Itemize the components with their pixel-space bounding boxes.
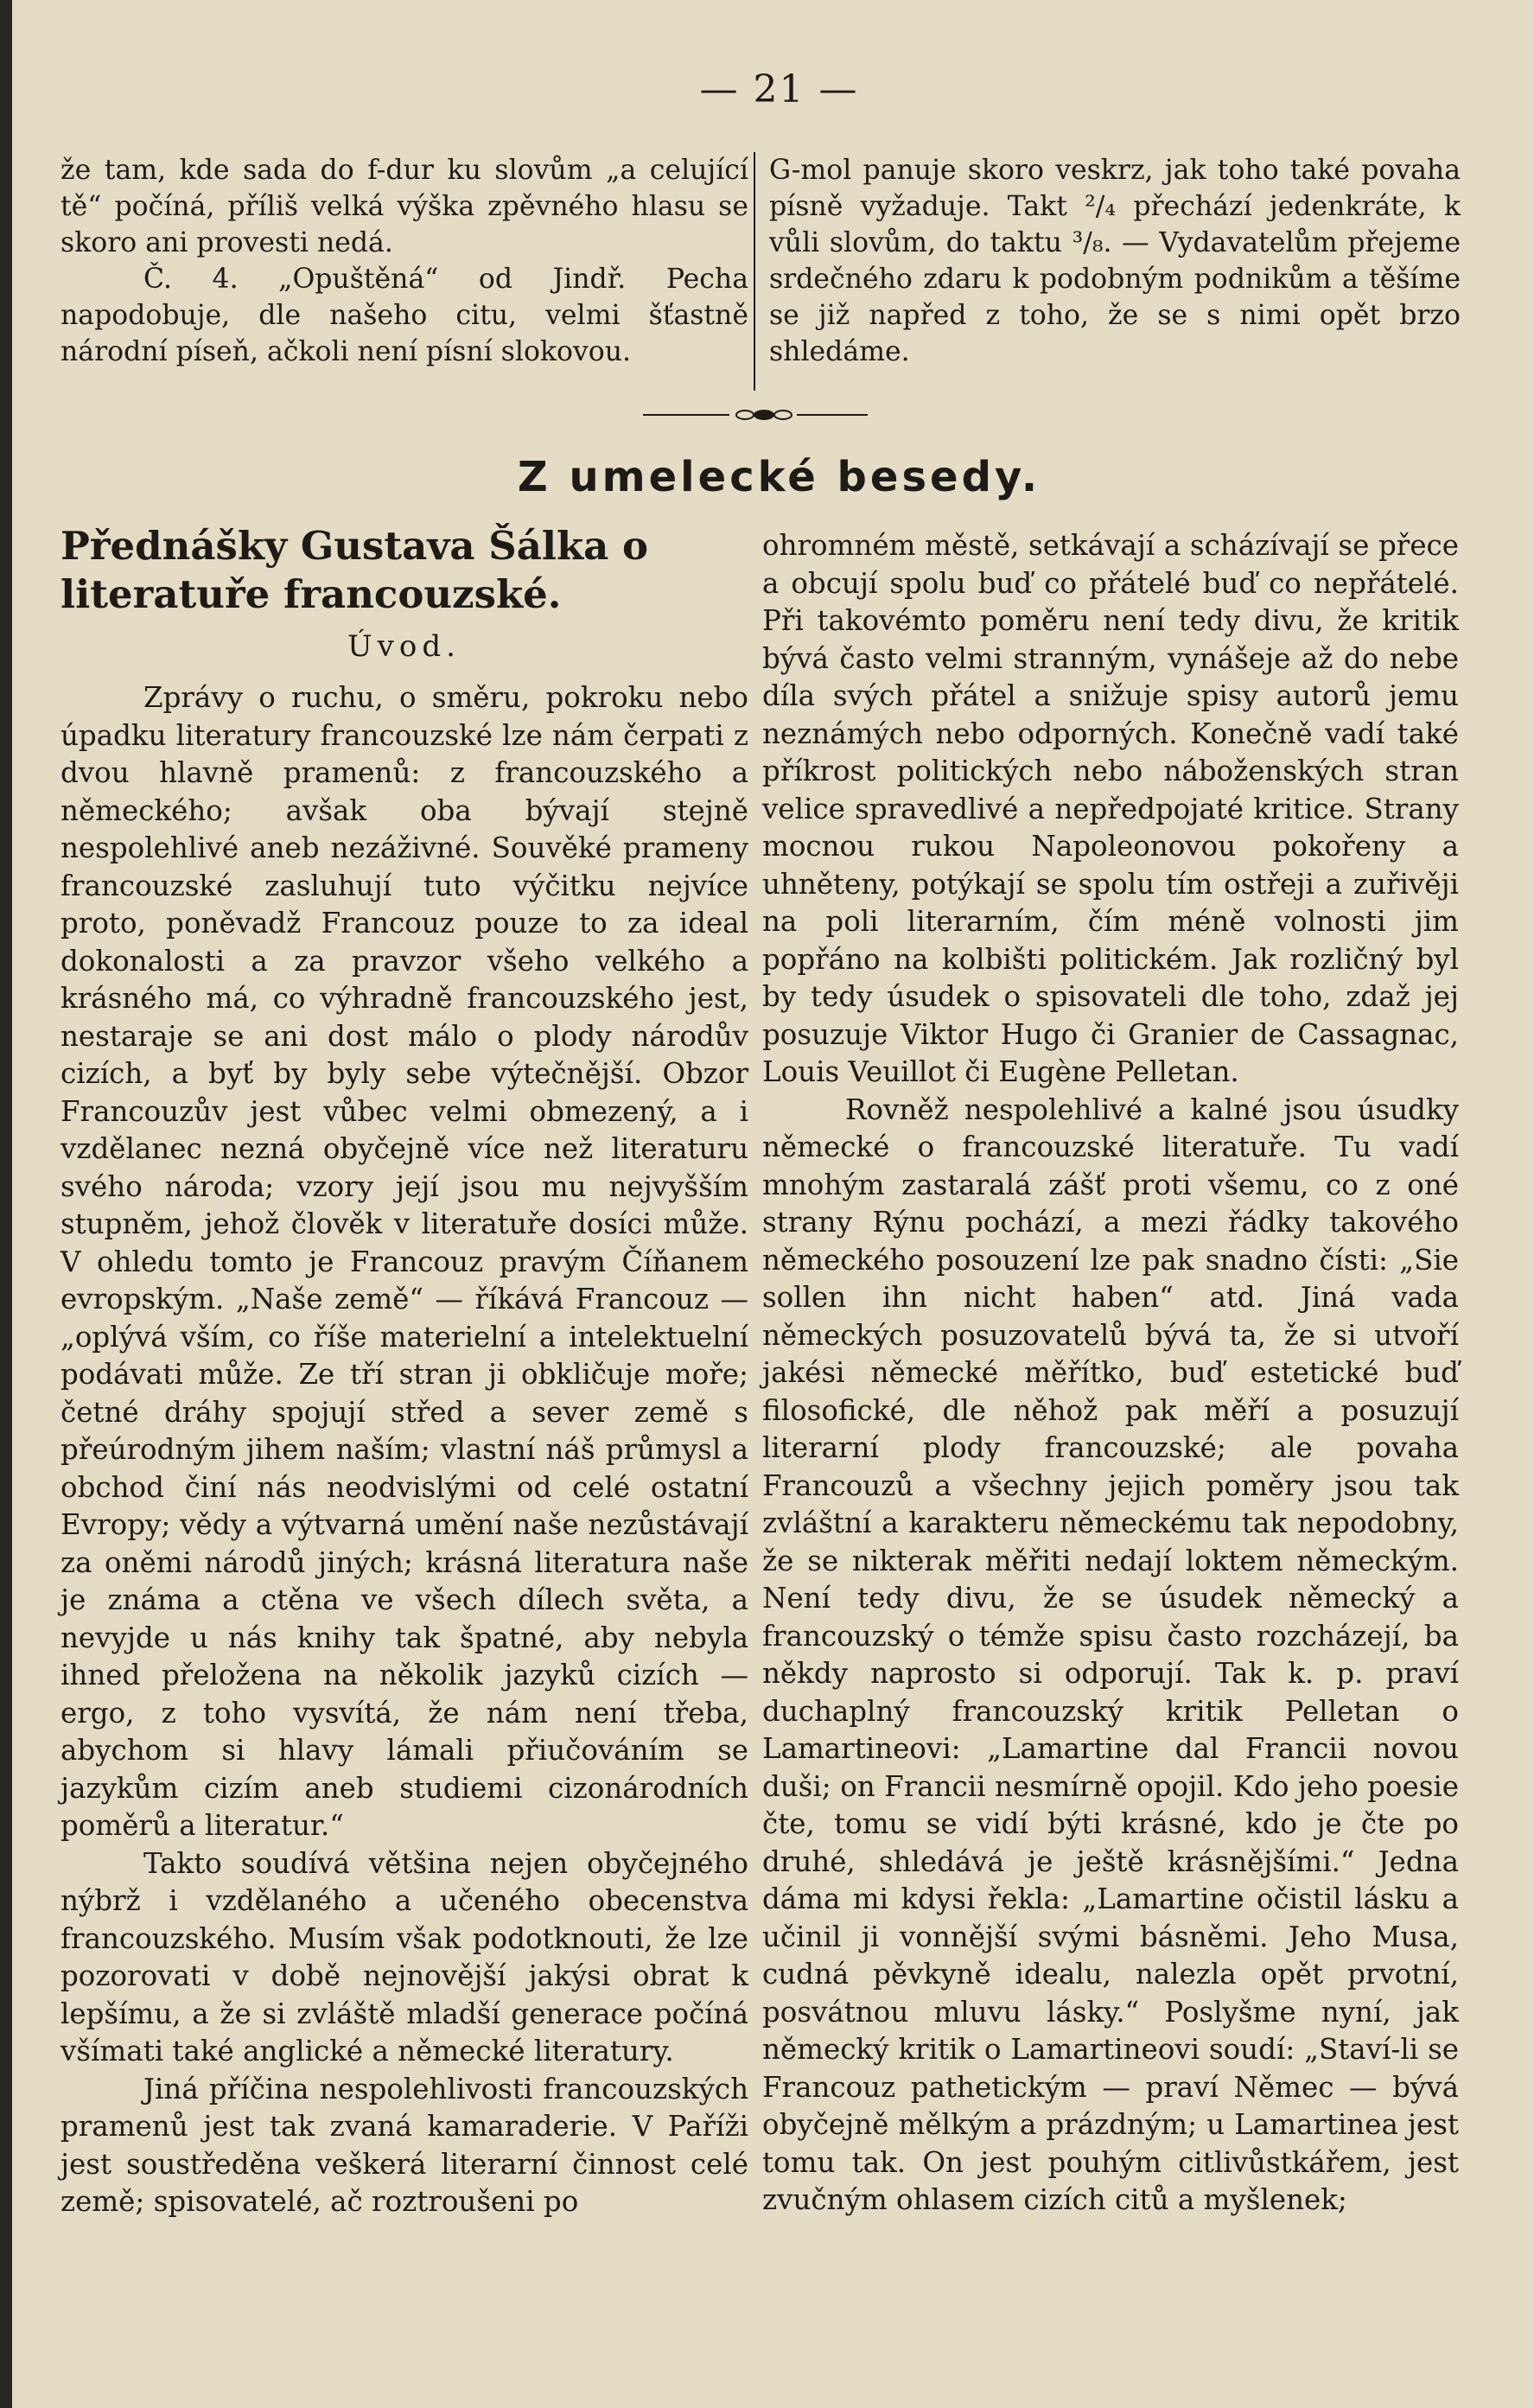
article-title: Přednášky Gustava Šálka o literatuře francouzské. xyxy=(60,523,649,617)
article-subheading: Úvod. xyxy=(347,629,461,664)
article-paragraph: Rovněž nespolehlivé a kalné jsou úsudky německé o francouzské literatuře. Tu vadí mnohým zastaralá zášť proti všemu, co z oné strany Rýnu pochází, a mezi řádky takového německého posouzení lze pak snadno čísti: „Sie sollen ihn nicht haben“ atd. Jiná vada německých posuzovatelů bývá ta, že si utvoří jakési německé měřítko, buď estetické buď filosofické, dle něhož pak měří a posuzují literarní plody francouzské; ale povaha Francouzů a všechny jejich poměry jsou tak zvláštní a karakteru německému tak nepodobny, že se nikterak měřiti nedají loktem německým. Není tedy divu, že se úsudek německý a francouzský o témže spisu často rozcházejí, ba někdy naprosto si odporují. Tak k. p. praví duchaplný francouzský kritik Pelletan o Lamartineovi: „Lamartine dal Francii novou duši; on Francii nesmírně opojil. Kdo jeho poesie čte, tomu se vidí býti krásné, kdo je čte po druhé, shledává je ještě krásnějšími.“ Jedna dáma mi kdysi řekla: „Lamartine očistil lásku a učinil ji vonnější svými básněmi. Jeho Musa, cudná pěvkyně idealu, nalezla opět prvotní, posvátnou mluvu lásky.“ Poslyšme nyní, jak německý kritik o Lamartineovi soudí: „Staví-li se Francouz pathetickým — praví Němec — bývá obyčejně mělkým a prázdným; u Lamartinea jest tomu tak. On jest pouhým citlivůstkářem, jest zvučným ohlasem cizích citů a myšlenek; xyxy=(762,1093,1459,2216)
top-right-paragraph: G-mol panuje skoro veskrz, jak toho také povaha písně vyžaduje. Takt ²/₄ přechází jedenkráte, k vůli slovům, do taktu ³/₈. — Vydavatelům přejeme srdečného zdaru k podobným podnikům a těšíme se již napřed z toho, že se s nimi opět brzo shledáme. xyxy=(769,155,1461,367)
divider-ornament xyxy=(643,408,868,422)
article-paragraph: ohromném městě, setkávají a scházívají se přece a obcují spolu buď co přátelé buď co nepřátelé. Při takovémto poměru není tedy divu, že kritik bývá často velmi stranným, vynášeje až do nebe díla svých přátel a snižuje spisy autorů jemu neznámých nebo odporných. Konečně vadí také příkrost politických nebo náboženských stran velice spravedlivé a nepředpojaté kritice. Strany mocnou rukou Napoleonovou pokořeny a uhněteny, potýkají se spolu tím ostřeji a zuřivěji na poli literarním, čím méně volnosti jim popřáno na kolbišti politickém. Jak rozličný byl by tedy úsudek o spisovateli dle toho, zdaž jej posuzuje Viktor Hugo či Granier de Cassagnac, Louis Veuillot či Eugène Pelletan. xyxy=(762,529,1459,1088)
page-number: — 21 — xyxy=(699,67,859,111)
article-paragraph: Jiná příčina nespolehlivosti francouzských pramenů jest tak zvaná kamaraderie. V Paříži jest soustředěna veškerá literarní činnost celé země; spisovatelé, ač roztroušeni po xyxy=(60,2072,748,2218)
article-left-column xyxy=(60,679,748,2221)
top-right-column xyxy=(769,152,1461,370)
section-title: Z umelecké besedy. xyxy=(517,453,1041,501)
article-paragraph: Takto soudívá většina nejen obyčejného nýbrž i vzdělaného a učeného obecenstva francouzského. Musím však podotknouti, že lze pozorovati v době nejnovější jakýsi obrat k lepšímu, a že si zvláště mladší generace počíná všímati také anglické a německé literatury. xyxy=(60,1846,748,2067)
column-divider xyxy=(754,152,755,391)
newspaper-page xyxy=(12,0,1534,2408)
article-paragraph: Zprávy o ruchu, o směru, pokroku nebo úpadku literatury francouzské lze nám čerpati z dvou hlavně pramenů: z francouzského a německého; avšak oba bývají stejně nespolehlivé aneb nezáživné. Souvěké prameny francouzské zasluhují tuto výčitku nejvíce proto, poněvadž Francouz pouze to za ideal dokonalosti a za pravzor všeho velkého a krásného má, co výhradně francouzského jest, nestaraje se ani dost málo o plody národův cizích, a byť by byly sebe výtečnější. Obzor Francouzův jest vůbec velmi obmezený, a i vzdělanec nezná obyčejně více než literaturu svého národa; vzory její jsou mu nejvyšším stupněm, jehož člověk v literatuře dosíci může. V ohledu tomto je Francouz pravým Číňanem evropským. „Naše země“ — říkává Francouz — „oplývá vším, co říše materielní a intelektuelní podávati může. Ze tří stran ji obkličuje moře; četné dráhy spojují střed a sever země s přeúrodným jihem naším; vlastní náš průmysl a obchod činí nás neodvislými od celé ostatní Evropy; vědy a výtvarná umění naše nezůstávají za oněmi národů jiných; krásná literatura naše je známa a ctěna ve všech dílech světa, a nevyjde u nás knihy tak špatné, aby nebyla ihned přeložena na několik jazyků cizích — ergo, z toho vysvítá, že nám není třeba, abychom si hlavy lámali přiučováním se jazykům cizím aneb studiemi cizonárodních poměrů a literatur.“ xyxy=(60,681,748,1842)
top-left-paragraph-1: že tam, kde sada do f-dur ku slovům „a celující tě“ počíná, příliš velká výška zpěvného hlasu se skoro ani provesti nedá. xyxy=(60,155,748,258)
top-left-paragraph-2: Č. 4. „Opuštěná“ od Jindř. Pecha napodobuje, dle našeho citu, velmi šťastně národní píseň, ačkoli není písní slokovou. xyxy=(60,264,748,367)
top-left-column xyxy=(60,152,748,370)
article-right-column xyxy=(762,527,1459,2220)
